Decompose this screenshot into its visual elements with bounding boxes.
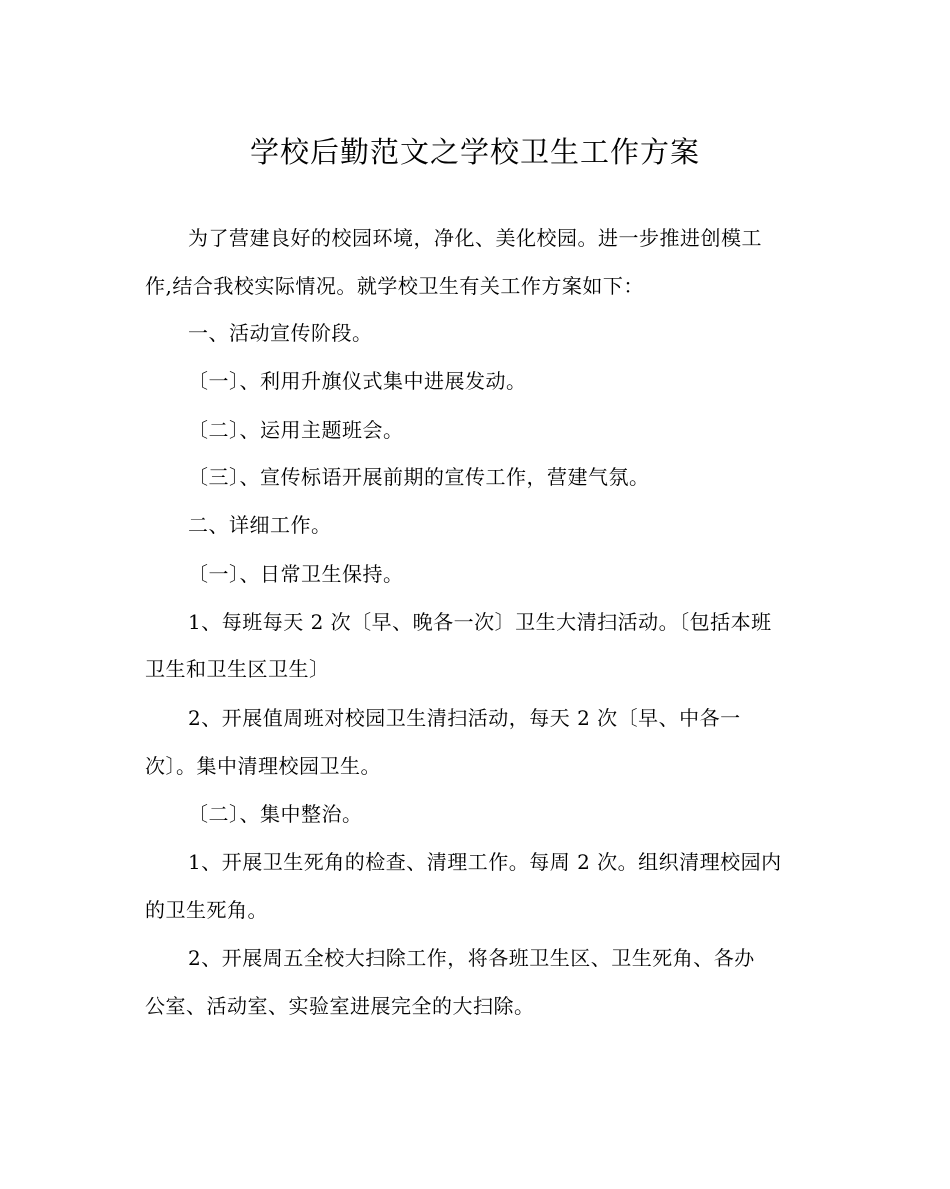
section-heading: 二、详细工作。	[188, 513, 332, 537]
paragraph-line: 1、每班每天 2 次〔早、晚各一次〕卫生大清扫活动。〔包括本班	[188, 610, 772, 634]
paragraph-line: 作,结合我校实际情况。就学校卫生有关工作方案如下：	[145, 274, 644, 298]
paragraph-line: 公室、活动室、实验室进展完全的大扫除。	[145, 994, 535, 1018]
list-item: 〔三〕、宣传标语开展前期的宣传工作，营建气氛。	[188, 465, 650, 489]
paragraph-line: 2、开展周五全校大扫除工作，将各班卫生区、卫生死角、各办	[188, 946, 755, 970]
list-item: 〔二〕、运用主题班会。	[188, 418, 404, 442]
subsection-heading: 〔二〕、集中整治。	[188, 802, 363, 826]
paragraph-line: 为了营建良好的校园环境，净化、美化校园。进一步推进创模工	[188, 226, 762, 250]
subsection-heading: 〔一〕、日常卫生保持。	[188, 562, 404, 586]
paragraph-line: 1、开展卫生死角的检查、清理工作。每周 2 次。组织清理校园内	[188, 850, 782, 874]
document-title: 学校后勤范文之学校卫生工作方案	[249, 135, 700, 169]
section-heading: 一、活动宣传阶段。	[188, 321, 373, 345]
list-item: 〔一〕、利用升旗仪式集中进展发动。	[188, 369, 527, 393]
paragraph-line: 卫生和卫生区卫生〕	[145, 657, 330, 681]
paragraph-line: 2、开展值周班对校园卫生清扫活动，每天 2 次〔早、中各一	[188, 706, 741, 730]
paragraph-line: 的卫生死角。	[145, 898, 268, 922]
paragraph-line: 次〕。集中清理校园卫生。	[145, 754, 381, 778]
